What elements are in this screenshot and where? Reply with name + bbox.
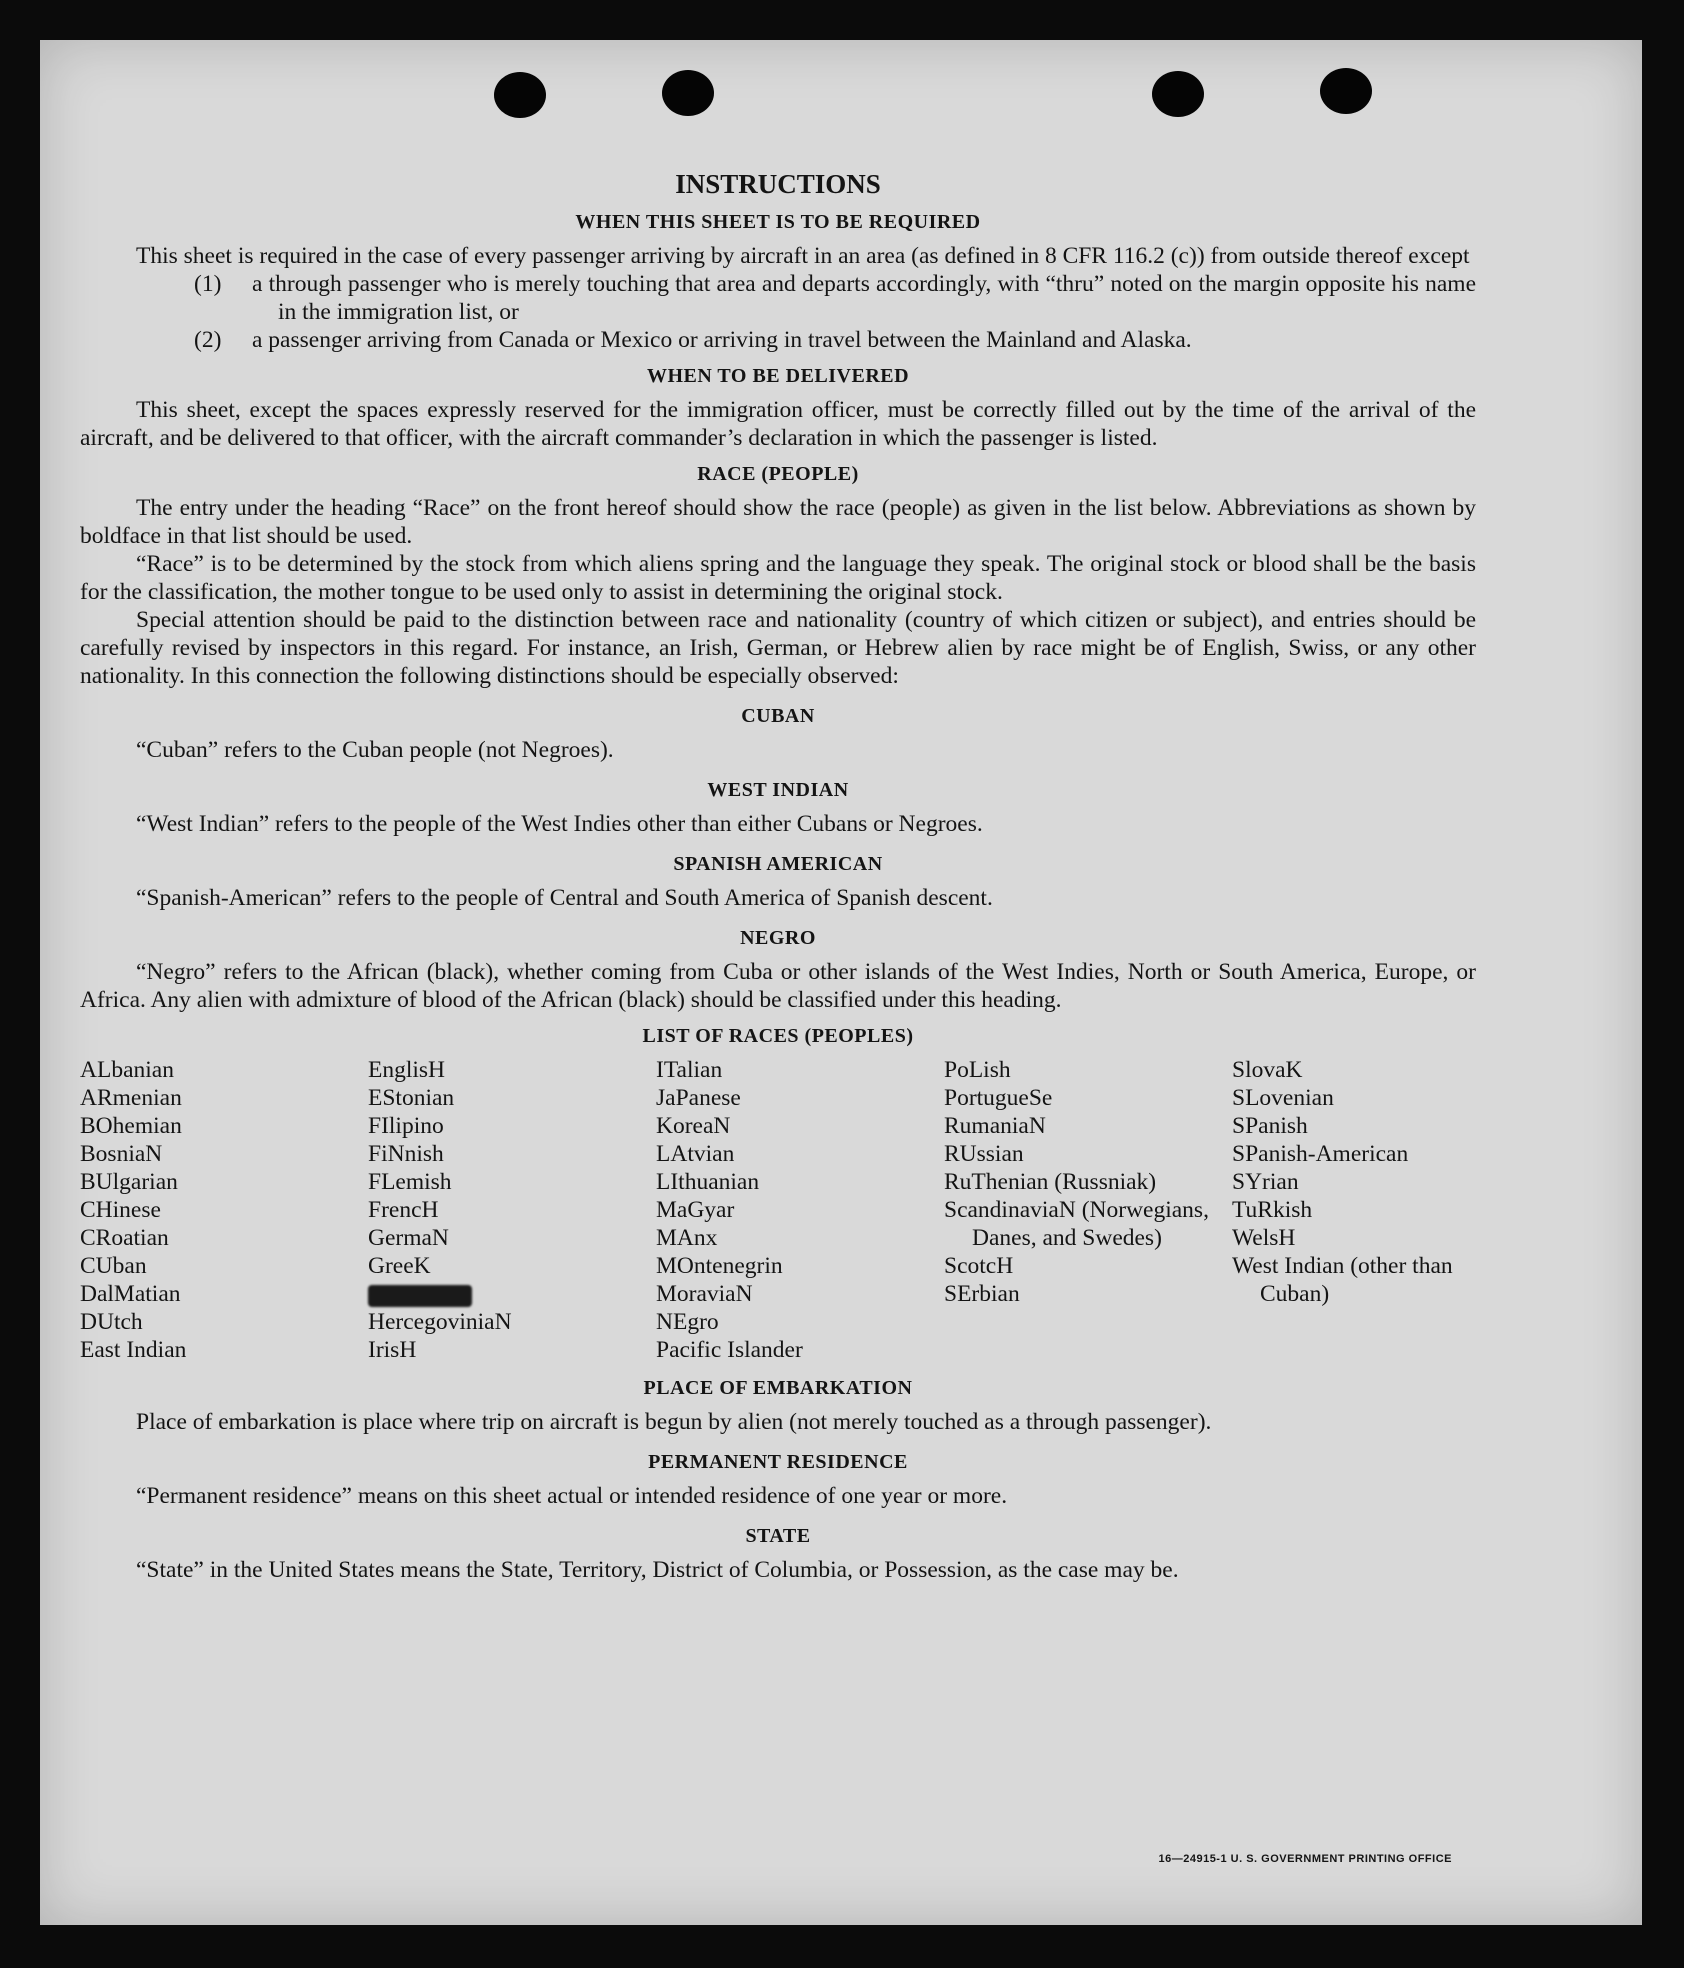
race-item: DalMatian	[80, 1281, 181, 1307]
race-item: FLemish	[368, 1169, 452, 1195]
race-item: SlovaK	[1232, 1057, 1303, 1083]
race-item: West Indian (other than Cuban)	[1232, 1253, 1453, 1307]
race-item: ITalian	[656, 1057, 723, 1083]
redacted-entry	[368, 1280, 656, 1308]
negro-text: “Negro” refers to the African (black), whether coming from Cuba or other islands of the West Indies, North or South America, Europe, or Africa. Any alien with admixture of blood of the African (black) should be classified under this heading.	[80, 959, 1476, 1013]
race-item: CRoatian	[80, 1225, 169, 1251]
section-heading-spanish-american: SPANISH AMERICAN	[673, 853, 883, 875]
instructions-body	[80, 170, 1476, 1584]
race-item: BosniaN	[80, 1141, 163, 1167]
race-item: CHinese	[80, 1197, 161, 1223]
race-item: FIlipino	[368, 1113, 444, 1139]
race-paragraph: “Race” is to be determined by the stock from which aliens spring and the language they speak. The original stock or blood shall be the basis for the classification, the mother tongue to be used only to assist in determining the original stock.	[80, 551, 1476, 605]
cuban-text: “Cuban” refers to the Cuban people (not Negroes).	[136, 737, 614, 763]
printing-office-footer: 16—24915-1 U. S. GOVERNMENT PRINTING OFFICE	[1158, 1853, 1452, 1865]
race-paragraph: Special attention should be paid to the distinction between race and nationality (country of which citizen or subject), and entries should be carefully revised by inspectors in this regard. For instance, an Irish, German, or Hebrew alien by race might be of English, Swiss, or any other nationality. In this connection the following distinctions should be especially observed:	[80, 607, 1476, 689]
race-column-3	[656, 1056, 944, 1364]
race-item: TuRkish	[1232, 1197, 1313, 1223]
punch-hole	[494, 72, 546, 118]
delivered-text: This sheet, except the spaces expressly reserved for the immigration officer, must be correctly filled out by the time of the arrival of the aircraft, and be delivered to that officer, with the aircraft commander’s declaration in which the passenger is listed.	[80, 397, 1476, 451]
race-item: ARmenian	[80, 1085, 182, 1111]
race-item: SPanish-American	[1232, 1141, 1409, 1167]
punch-hole	[1320, 68, 1372, 114]
race-item: GreeK	[368, 1253, 431, 1279]
item-number: (1)	[194, 271, 222, 297]
redaction-mark	[368, 1285, 472, 1307]
state-text: “State” in the United States means the State, Territory, District of Columbia, or Possession, as the case may be.	[136, 1557, 1179, 1583]
race-item: DUtch	[80, 1309, 143, 1335]
required-intro: This sheet is required in the case of every passenger arriving by aircraft in an area (as defined in 8 CFR 116.2 (c)) from outside thereof except	[136, 243, 1470, 269]
race-item: SErbian	[944, 1281, 1020, 1307]
race-item: EnglisH	[368, 1057, 446, 1083]
race-item: EStonian	[368, 1085, 455, 1111]
section-heading-embarkation: PLACE OF EMBARKATION	[643, 1377, 913, 1399]
race-item: FrencH	[368, 1197, 439, 1223]
race-item: Pacific Islander	[656, 1337, 803, 1363]
document-sheet	[40, 40, 1642, 1925]
race-item: MOntenegrin	[656, 1253, 783, 1279]
section-heading-delivered: WHEN TO BE DELIVERED	[646, 365, 910, 387]
section-heading-negro: NEGRO	[740, 927, 816, 949]
race-item: BUlgarian	[80, 1169, 178, 1195]
race-item: NEgro	[656, 1309, 719, 1335]
section-heading-race: RACE (PEOPLE)	[697, 463, 859, 485]
race-column-2	[368, 1056, 656, 1364]
race-item: KoreaN	[656, 1113, 731, 1139]
punch-hole	[662, 70, 714, 116]
race-item: ScotcH	[944, 1253, 1014, 1279]
race-item: ALbanian	[80, 1057, 174, 1083]
race-item: MaGyar	[656, 1197, 735, 1223]
race-item: IrisH	[368, 1337, 417, 1363]
race-paragraph: The entry under the heading “Race” on the front hereof should show the race (people) as given in the list below. Abbreviations as shown by boldface in that list should be used.	[80, 495, 1476, 549]
race-column-4	[944, 1056, 1232, 1364]
punch-hole	[1152, 71, 1204, 117]
embarkation-text: Place of embarkation is place where trip on aircraft is begun by alien (not merely touched as a through passenger).	[136, 1409, 1212, 1435]
race-item: SLovenian	[1232, 1085, 1334, 1111]
item-text: a passenger arriving from Canada or Mexico or arriving in travel between the Mainland and Alaska.	[252, 327, 1192, 353]
race-column-5	[1232, 1056, 1476, 1364]
race-item: RuThenian (Russniak)	[944, 1169, 1157, 1195]
item-text: a through passenger who is merely touching that area and departs accordingly, with “thru” noted on the margin opposite his name in the immigration list, or	[252, 271, 1476, 325]
race-item: CUban	[80, 1253, 147, 1279]
section-heading-cuban: CUBAN	[741, 705, 815, 727]
item-number: (2)	[194, 327, 222, 353]
race-item: RumaniaN	[944, 1113, 1046, 1139]
residence-text: “Permanent residence” means on this sheet actual or intended residence of one year or more.	[136, 1483, 1008, 1509]
exception-item	[80, 326, 1476, 354]
page-title: INSTRUCTIONS	[675, 169, 881, 199]
race-item: East Indian	[80, 1337, 187, 1363]
race-item: MAnx	[656, 1225, 718, 1251]
race-item: LAtvian	[656, 1141, 735, 1167]
race-list	[80, 1056, 1476, 1364]
race-item: JaPanese	[656, 1085, 741, 1111]
race-item: ScandinaviaN (Norwegians, Danes, and Swedes)	[944, 1197, 1209, 1251]
section-heading-state: STATE	[745, 1525, 811, 1547]
section-heading-residence: PERMANENT RESIDENCE	[648, 1451, 908, 1473]
race-item: MoraviaN	[656, 1281, 753, 1307]
race-item: SPanish	[1232, 1113, 1308, 1139]
section-heading-races: LIST OF RACES (PEOPLES)	[642, 1025, 914, 1047]
race-column-1	[80, 1056, 368, 1364]
race-item: LIthuanian	[656, 1169, 760, 1195]
race-item: WelsH	[1232, 1225, 1296, 1251]
race-item: RUssian	[944, 1141, 1024, 1167]
race-item: SYrian	[1232, 1169, 1299, 1195]
exception-item	[80, 270, 1476, 326]
race-item: GermaN	[368, 1225, 449, 1251]
west-indian-text: “West Indian” refers to the people of the West Indies other than either Cubans or Negroes.	[136, 811, 983, 837]
race-item: HercegoviniaN	[368, 1309, 512, 1335]
race-item: BOhemian	[80, 1113, 182, 1139]
race-item: FiNnish	[368, 1141, 444, 1167]
spanish-american-text: “Spanish-American” refers to the people of Central and South America of Spanish descent.	[136, 885, 993, 911]
section-heading-required: WHEN THIS SHEET IS TO BE REQUIRED	[575, 211, 981, 233]
race-item: PoLish	[944, 1057, 1011, 1083]
section-heading-west-indian: WEST INDIAN	[707, 779, 849, 801]
race-item: PortugueSe	[944, 1085, 1053, 1111]
